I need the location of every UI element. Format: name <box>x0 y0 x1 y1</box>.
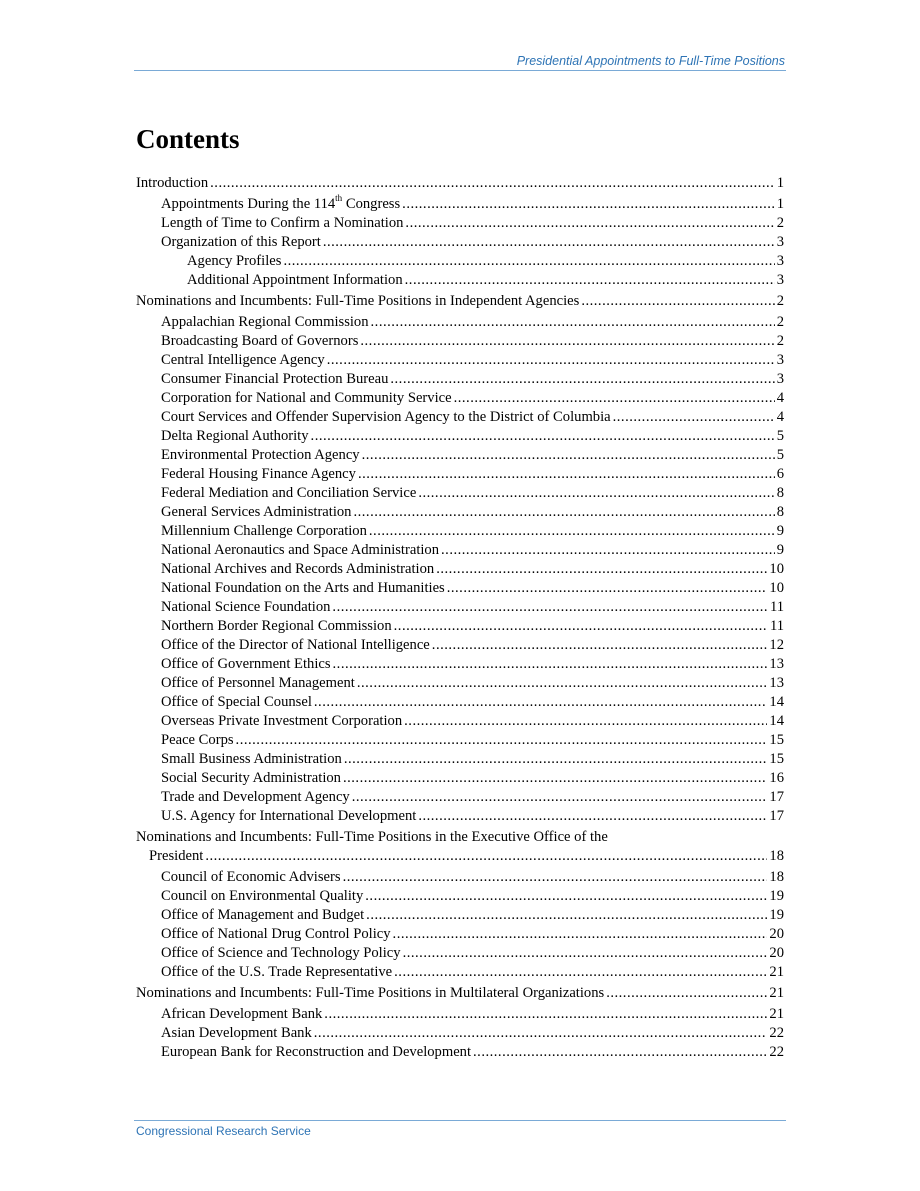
dot-leader <box>366 906 767 925</box>
toc-entry-label: Peace Corps <box>161 732 234 748</box>
toc-entry[interactable] <box>136 579 784 598</box>
toc-entry[interactable] <box>136 541 784 560</box>
toc-entry[interactable] <box>136 617 784 636</box>
toc-entry-page-number: 2 <box>776 333 784 349</box>
toc-entry-label: Asian Development Bank <box>161 1025 312 1041</box>
toc-entry-label: Office of the Director of National Intelligence <box>161 637 430 653</box>
dot-leader <box>352 788 768 807</box>
toc-entry[interactable] <box>136 807 784 826</box>
toc-entry-page-number: 21 <box>769 985 784 1001</box>
toc-entry-page-number: 9 <box>776 523 784 539</box>
toc-entry[interactable] <box>136 446 784 465</box>
toc-entry-page-number: 5 <box>776 447 784 463</box>
toc-entry[interactable] <box>136 389 784 408</box>
dot-leader <box>404 712 767 731</box>
dot-leader <box>606 984 767 1003</box>
toc-entry[interactable] <box>136 292 784 311</box>
toc-entry[interactable] <box>136 906 784 925</box>
toc-entry-page-number: 8 <box>776 504 784 520</box>
toc-entry[interactable] <box>136 636 784 655</box>
toc-entry-label: Court Services and Offender Supervision Agency to the District of Columbia <box>161 409 611 425</box>
toc-entry-page-number: 12 <box>769 637 784 653</box>
toc-entry[interactable] <box>136 1043 784 1062</box>
toc-entry[interactable] <box>136 484 784 503</box>
toc-entry-label-text: Appointments During the 114 <box>161 196 336 212</box>
toc-entry-label: Nominations and Incumbents: Full-Time Positions in Independent Agencies <box>136 293 580 309</box>
dot-leader <box>441 541 775 560</box>
footer-rule <box>134 1120 786 1121</box>
toc-entry-label: Federal Mediation and Conciliation Service <box>161 485 417 501</box>
running-header-title: Presidential Appointments to Full-Time Positions <box>516 54 785 68</box>
toc-entry-page-number: 18 <box>769 848 784 864</box>
dot-leader <box>344 750 768 769</box>
toc-entry-label: Consumer Financial Protection Bureau <box>161 371 389 387</box>
toc-entry-label: Council on Environmental Quality <box>161 888 364 904</box>
toc-entry[interactable] <box>136 427 784 446</box>
toc-entry-page-number: 10 <box>769 580 784 596</box>
dot-leader <box>390 370 774 389</box>
toc-entry[interactable] <box>136 313 784 332</box>
toc-entry-page-number: 3 <box>776 352 784 368</box>
toc-entry[interactable] <box>136 788 784 807</box>
toc-entry-label: Small Business Administration <box>161 751 342 767</box>
toc-entry-label: Millennium Challenge Corporation <box>161 523 367 539</box>
toc-entry-page-number: 15 <box>769 732 784 748</box>
toc-entry-page-number: 3 <box>776 371 784 387</box>
toc-entry[interactable] <box>136 598 784 617</box>
toc-entry-label: National Aeronautics and Space Administration <box>161 542 440 558</box>
toc-entry-page-number: 22 <box>769 1044 784 1060</box>
toc-entry[interactable] <box>136 829 784 866</box>
contents-heading: Contents <box>136 124 240 154</box>
toc-entry-page-number: 14 <box>769 713 784 729</box>
dot-leader <box>311 427 775 446</box>
toc-entry-page-number: 20 <box>769 945 784 961</box>
toc-entry-label: National Science Foundation <box>161 599 331 615</box>
toc-entry-page-number: 11 <box>769 599 784 615</box>
toc-entry-page-number: 21 <box>769 964 784 980</box>
toc-entry-label <box>161 195 400 214</box>
toc-entry[interactable] <box>136 693 784 712</box>
toc-entry-page-number: 17 <box>769 789 784 805</box>
toc-entry-page-number: 14 <box>769 694 784 710</box>
dot-leader <box>454 389 775 408</box>
dot-leader <box>371 313 775 332</box>
toc-entry[interactable] <box>136 351 784 370</box>
toc-entry[interactable] <box>136 503 784 522</box>
toc-entry[interactable] <box>136 655 784 674</box>
toc-entry-label: Agency Profiles <box>187 253 282 269</box>
toc-entry-page-number: 1 <box>776 196 784 212</box>
dot-leader <box>394 617 768 636</box>
toc-entry-label: Nominations and Incumbents: Full-Time Positions in Multilateral Organizations <box>136 985 605 1001</box>
toc-entry[interactable] <box>136 370 784 389</box>
toc-entry[interactable] <box>136 712 784 731</box>
toc-entry[interactable] <box>136 332 784 351</box>
toc-entry-label: Office of Special Counsel <box>161 694 312 710</box>
toc-entry-label: Central Intelligence Agency <box>161 352 325 368</box>
dot-leader <box>432 636 768 655</box>
toc-entry[interactable] <box>136 750 784 769</box>
dot-leader <box>369 522 775 541</box>
toc-entry[interactable] <box>136 252 784 271</box>
toc-entry[interactable] <box>136 174 784 193</box>
dot-leader <box>360 332 774 351</box>
toc-entry-page-number: 13 <box>769 656 784 672</box>
toc-entry-label: Corporation for National and Community Service <box>161 390 452 406</box>
toc-entry[interactable] <box>136 214 784 233</box>
toc-entry-label: Office of National Drug Control Policy <box>161 926 391 942</box>
toc-entry-page-number: 6 <box>776 466 784 482</box>
toc-entry-label: African Development Bank <box>161 1006 323 1022</box>
dot-leader <box>402 195 775 214</box>
dot-leader <box>393 925 768 944</box>
dot-leader <box>327 351 775 370</box>
dot-leader <box>323 233 775 252</box>
dot-leader <box>362 446 775 465</box>
dot-leader <box>405 214 774 233</box>
dot-leader <box>473 1043 767 1062</box>
dot-leader <box>394 963 767 982</box>
toc-entry-page-number: 13 <box>769 675 784 691</box>
toc-entry-page-number: 1 <box>776 175 784 191</box>
dot-leader <box>405 271 775 290</box>
toc-entry-page-number: 5 <box>776 428 784 444</box>
toc-entry-page-number: 22 <box>769 1025 784 1041</box>
toc-entry-page-number: 19 <box>769 907 784 923</box>
dot-leader <box>332 598 768 617</box>
toc-entry-page-number: 19 <box>769 888 784 904</box>
toc-entry-page-number: 2 <box>776 215 784 231</box>
dot-leader <box>314 1024 768 1043</box>
toc-entry-page-number: 2 <box>776 314 784 330</box>
toc-entry[interactable] <box>136 984 784 1003</box>
toc-entry-page-number: 11 <box>769 618 784 634</box>
dot-leader <box>343 868 768 887</box>
toc-entry[interactable] <box>136 731 784 750</box>
toc-entry-page-number: 16 <box>769 770 784 786</box>
toc-entry[interactable] <box>136 233 784 252</box>
toc-entry[interactable] <box>136 1024 784 1043</box>
dot-leader <box>357 674 768 693</box>
dot-leader <box>283 252 774 271</box>
toc-entry-label: Introduction <box>136 175 209 191</box>
toc-entry-label: Social Security Administration <box>161 770 341 786</box>
dot-leader <box>581 292 774 311</box>
toc-entry-page-number: 20 <box>769 926 784 942</box>
toc-entry-label: Federal Housing Finance Agency <box>161 466 356 482</box>
toc-entry[interactable] <box>136 769 784 788</box>
dot-leader <box>418 484 774 503</box>
toc-entry[interactable] <box>136 887 784 906</box>
toc-entry-label-line1: Nominations and Incumbents: Full-Time Positions in the Executive Office of the <box>136 829 608 845</box>
toc-entry-label: Overseas Private Investment Corporation <box>161 713 403 729</box>
dot-leader <box>210 174 775 193</box>
toc-entry-page-number: 2 <box>776 293 784 309</box>
toc-entry-label: Office of the U.S. Trade Representative <box>161 964 393 980</box>
toc-entry-page-number: 8 <box>776 485 784 501</box>
toc-entry-label: Additional Appointment Information <box>187 272 403 288</box>
toc-entry-page-number: 15 <box>769 751 784 767</box>
toc-entry-label: Office of Government Ethics <box>161 656 331 672</box>
toc-entry-label: Environmental Protection Agency <box>161 447 360 463</box>
dot-leader <box>365 887 767 906</box>
toc-entry-label: Delta Regional Authority <box>161 428 309 444</box>
ordinal-suffix: th <box>335 193 343 204</box>
toc-entry[interactable] <box>136 560 784 579</box>
toc-entry-page-number: 3 <box>776 253 784 269</box>
dot-leader <box>205 847 767 866</box>
dot-leader <box>403 944 768 963</box>
toc-entry[interactable] <box>136 944 784 963</box>
toc-entry-label: Northern Border Regional Commission <box>161 618 392 634</box>
dot-leader <box>353 503 774 522</box>
toc-entry[interactable] <box>136 674 784 693</box>
toc-entry-page-number: 17 <box>769 808 784 824</box>
toc-entry-label: Office of Personnel Management <box>161 675 355 691</box>
toc-entry-label: Organization of this Report <box>161 234 321 250</box>
toc-entry[interactable] <box>136 465 784 484</box>
toc-entry-label: National Archives and Records Administration <box>161 561 435 577</box>
toc-entry-page-number: 21 <box>769 1006 784 1022</box>
dot-leader <box>447 579 768 598</box>
toc-entry[interactable] <box>136 522 784 541</box>
toc-entry-label: National Foundation on the Arts and Humanities <box>161 580 445 596</box>
toc-entry-label: Trade and Development Agency <box>161 789 350 805</box>
dot-leader <box>314 693 768 712</box>
toc-entry[interactable] <box>136 195 784 214</box>
toc-entry-label: Office of Management and Budget <box>161 907 365 923</box>
toc-entry[interactable] <box>136 271 784 290</box>
dot-leader <box>418 807 767 826</box>
toc-entry-page-number: 10 <box>769 561 784 577</box>
toc-entry[interactable] <box>136 868 784 887</box>
toc-entry-label: President <box>149 848 204 864</box>
toc-entry[interactable] <box>136 925 784 944</box>
toc-entry-page-number: 18 <box>769 869 784 885</box>
toc-entry[interactable] <box>136 1005 784 1024</box>
dot-leader <box>358 465 775 484</box>
toc-entry-label: Appalachian Regional Commission <box>161 314 369 330</box>
toc-entry-label: U.S. Agency for International Development <box>161 808 417 824</box>
toc-entry-label: Length of Time to Confirm a Nomination <box>161 215 404 231</box>
dot-leader <box>343 769 767 788</box>
dot-leader <box>613 408 775 427</box>
toc-entry-page-number: 3 <box>776 272 784 288</box>
dot-leader <box>236 731 768 750</box>
footer-publisher: Congressional Research Service <box>136 1124 311 1138</box>
toc-entry[interactable] <box>136 408 784 427</box>
toc-entry-page-number: 9 <box>776 542 784 558</box>
dot-leader <box>436 560 767 579</box>
toc-entry-page-number: 4 <box>776 390 784 406</box>
toc-entry-label: General Services Administration <box>161 504 352 520</box>
toc-entry-label: Office of Science and Technology Policy <box>161 945 401 961</box>
dot-leader <box>324 1005 767 1024</box>
toc-entry-page-number: 4 <box>776 409 784 425</box>
toc-entry-label: Council of Economic Advisers <box>161 869 341 885</box>
toc-entry-page-number: 3 <box>776 234 784 250</box>
toc-entry-label: Broadcasting Board of Governors <box>161 333 359 349</box>
toc-entry-label-text: Congress <box>342 196 401 212</box>
toc-entry[interactable] <box>136 963 784 982</box>
dot-leader <box>333 655 768 674</box>
toc-entry-label: European Bank for Reconstruction and Development <box>161 1044 472 1060</box>
header-rule <box>134 70 786 71</box>
